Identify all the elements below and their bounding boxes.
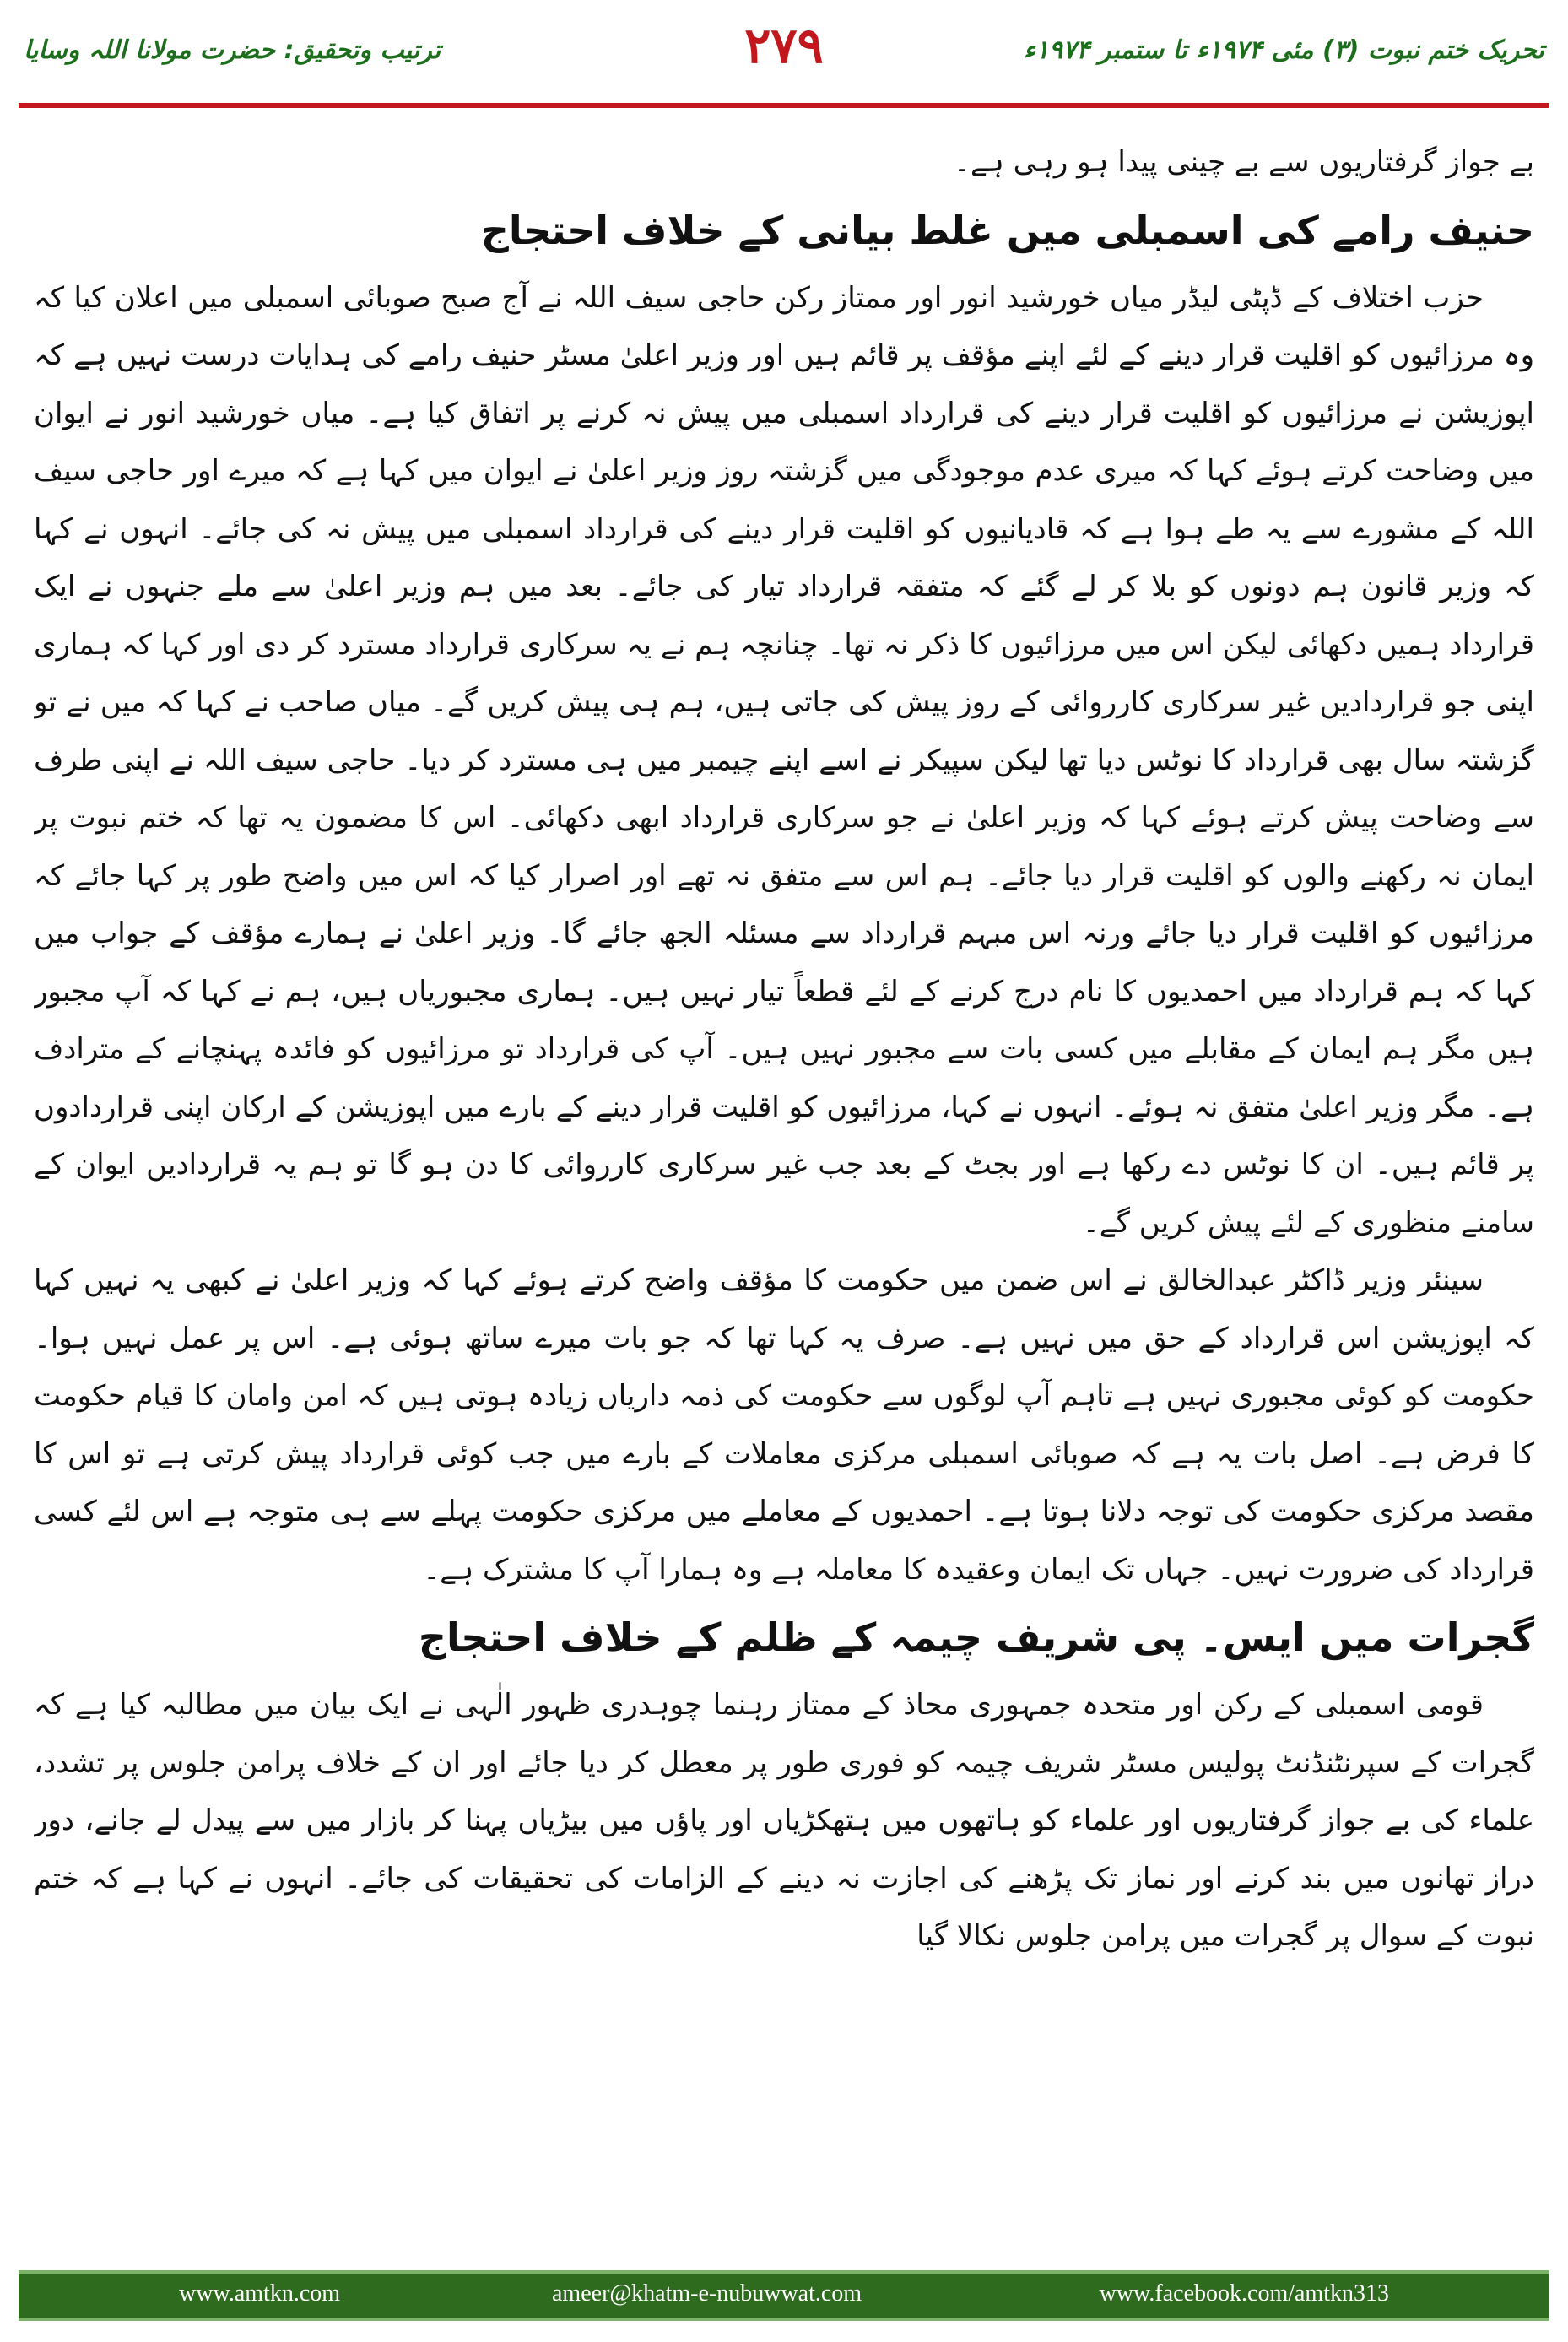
website-link[interactable]: www.amtkn.com xyxy=(179,2280,341,2307)
page-header xyxy=(0,0,1568,118)
page-footer xyxy=(0,2270,1568,2342)
page-number: ۲۷۹ xyxy=(744,17,824,74)
paragraph-3: قومی اسمبلی کے رکن اور متحدہ جمہوری محاذ کے ممتاز رہنما چوہدری ظہور الٰہی نے ایک بیان میں مطالبہ کیا ہے کہ گجرات کے سپرنٹنڈنٹ پولیس مسٹر شریف چیمہ کو فوری طور پر معطل کر دیا جائے اور ان کے خلاف پرامن جلوس پر تشدد، علماء کی بے جواز گرفتاریوں اور علماء کو ہاتھوں میں ہتھکڑیاں اور پاؤں میں بیڑیاں پہنا کر بازار میں سے پیدل لے جانے، دور دراز تھانوں میں بند کرنے اور نماز تک پڑھنے کی اجازت نہ دینے کے الزامات کی تحقیقات کی جائے۔ انہوں نے کہا ہے کہ ختم نبوت کے سوال پر گجرات میں پرامن جلوس نکالا گیا xyxy=(34,1688,1534,1953)
paragraph-1: حزب اختلاف کے ڈپٹی لیڈر میاں خورشید انور اور ممتاز رکن حاجی سیف اللہ نے آج صبح صوبائی اسمبلی میں اعلان کیا کہ وہ مرزائیوں کو اقلیت قرار دینے کے لئے اپنے مؤقف پر قائم ہیں اور وزیر اعلیٰ مسٹر حنیف رامے کی ہدایات درست نہیں ہے کہ اپوزیشن نے مرزائیوں کو اقلیت قرار دینے کی قرارداد اسمبلی میں پیش نہ کرنے پر اتفاق کیا ہے۔ میاں خورشید انور نے ایوان میں وضاحت کرتے ہوئے کہا کہ میری عدم موجودگی میں گزشتہ روز وزیر اعلیٰ نے ایوان میں کہا ہے کہ میرے اور حاجی سیف اللہ کے مشورے سے یہ طے ہوا ہے کہ قادیانیوں کو اقلیت قرار دینے کی قرارداد اسمبلی میں پیش نہ کی جائے۔ انہوں نے کہا کہ وزیر قانون ہم دونوں کو بلا کر لے گئے کہ متفقہ قرارداد تیار کی جائے۔ بعد میں ہم وزیر اعلیٰ سے ملے جنہوں نے ایک قرارداد ہمیں دکھائی لیکن اس میں مرزائیوں کا ذکر نہ تھا۔ چنانچہ ہم نے یہ سرکاری قرارداد مسترد کر دی اور کہا کہ ہماری اپنی جو قراردادیں غیر سرکاری کارروائی کے روز پیش کی جاتی ہیں، ہم ہی پیش کریں گے۔ میاں صاحب نے کہا کہ میں نے تو گزشتہ سال بھی قرارداد کا نوٹس دیا تھا لیکن سپیکر نے اسے اپنے چیمبر میں ہی مسترد کر دیا۔ حاجی سیف اللہ نے اپنی طرف سے وضاحت پیش کرتے ہوئے کہا کہ وزیر اعلیٰ نے جو سرکاری قرارداد ابھی دکھائی۔ اس کا مضمون یہ تھا کہ ختم نبوت پر ایمان نہ رکھنے والوں کو اقلیت قرار دیا جائے۔ ہم اس سے متفق نہ تھے اور اصرار کیا کہ اس میں واضح طور پر کہا جائے کہ مرزائیوں کو اقلیت قرار دیا جائے ورنہ اس مبہم قرارداد سے مسئلہ الجھ جائے گا۔ وزیر اعلیٰ نے ہمارے مؤقف کے جواب میں کہا کہ ہم قرارداد میں احمدیوں کا نام درج کرنے کے لئے قطعاً تیار نہیں ہیں۔ ہماری مجبوریاں ہیں، ہم نے کہا کہ آپ مجبور ہیں مگر ہم ایمان کے مقابلے میں کسی بات سے مجبور نہیں ہیں۔ آپ کی قرارداد تو مرزائیوں کو فائدہ پہنچانے کے مترادف ہے۔ مگر وزیر اعلیٰ متفق نہ ہوئے۔ انہوں نے کہا، مرزائیوں کو اقلیت قرار دینے کے بارے میں اپوزیشن کے ارکان اپنی قراردادوں پر قائم ہیں۔ ان کا نوٹس دے رکھا ہے اور بجٹ کے بعد جب غیر سرکاری کارروائی کا دن ہو گا تو ہم یہ قراردادیں ایوان کے سامنے منظوری کے لئے پیش کریں گے۔ xyxy=(34,280,1534,1240)
footer-bar xyxy=(19,2270,1549,2321)
intro-line: بے جواز گرفتاریوں سے بے چینی پیدا ہو رہی ہے۔ xyxy=(954,145,1534,179)
email-link[interactable]: ameer@khatm-e-nubuwwat.com xyxy=(552,2280,862,2307)
section-heading-2: گجرات میں ایس۔ پی شریف چیمہ کے ظلم کے خلاف احتجاج xyxy=(418,1615,1534,1660)
book-title: تحریک ختم نبوت (۳) مئی ۱۹۷۴ء تا ستمبر ۱۹۷۴ء xyxy=(1023,35,1544,65)
header-divider xyxy=(19,103,1549,108)
facebook-link[interactable]: www.facebook.com/amtkn313 xyxy=(1099,2280,1389,2307)
page-body xyxy=(34,133,1534,2201)
section-heading-1: حنیف رامے کی اسمبلی میں غلط بیانی کے خلاف احتجاج xyxy=(480,207,1534,253)
compiler-credit: ترتیب وتحقیق: حضرت مولانا اللہ وسایا xyxy=(24,35,441,65)
paragraph-2: سینئر وزیر ڈاکٹر عبدالخالق نے اس ضمن میں حکومت کا مؤقف واضح کرتے ہوئے کہا کہ وزیر اعلیٰ نے کبھی یہ نہیں کہا کہ اپوزیشن اس قرارداد کے حق میں نہیں ہے۔ صرف یہ کہا تھا کہ جو بات میرے ساتھ ہوئی ہے۔ اس پر عمل نہیں ہوا۔ حکومت کو کوئی مجبوری نہیں ہے تاہم آپ لوگوں سے حکومت کی ذمہ داریاں زیادہ ہوتی ہیں کہ امن وامان کا قیام حکومت کا فرض ہے۔ اصل بات یہ ہے کہ صوبائی اسمبلی مرکزی معاملات کے بارے میں جب کوئی قرارداد پیش کرتی ہے تو اس کا مقصد مرکزی حکومت کی توجہ دلانا ہوتا ہے۔ احمدیوں کے معاملے میں مرکزی حکومت پہلے سے ہی متوجہ ہے اس لئے کسی قرارداد کی ضرورت نہیں۔ جہاں تک ایمان وعقیدہ کا معاملہ ہے وہ ہمارا آپ کا مشترک ہے۔ xyxy=(34,1263,1534,1587)
